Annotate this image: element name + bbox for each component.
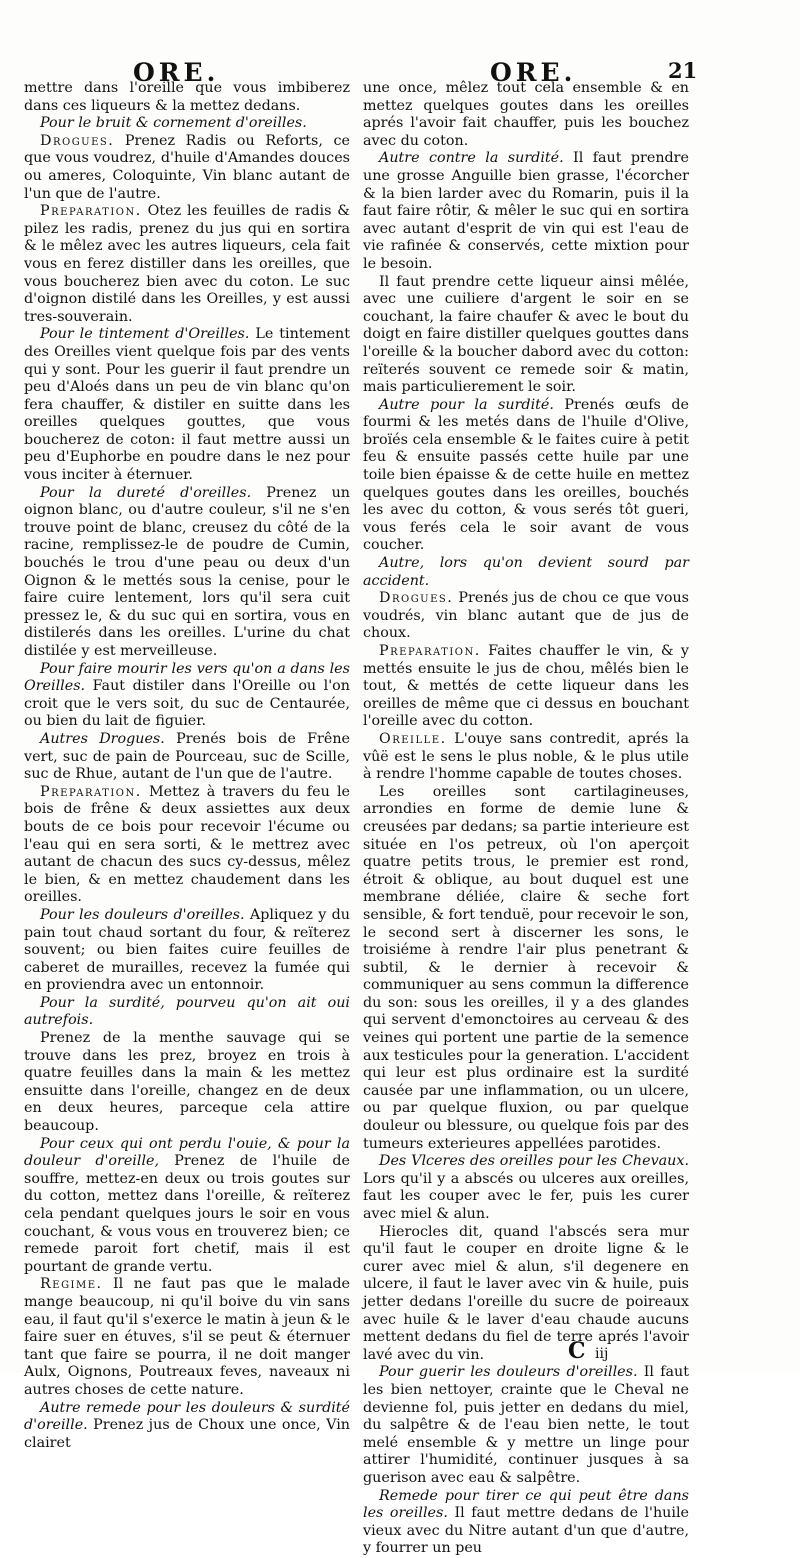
- italic-lead: Des Vlceres des oreilles pour les Chevaux.: [379, 1153, 689, 1170]
- body-text: Apliquez y du pain tout chaud sortant du four, & reïterez souvent; ou bien faites cuire feuilles de caberet de murailles, recevez la fumée qui en proviendra avec un entonnoir.: [24, 906, 351, 994]
- signature-sub: iij: [595, 1346, 609, 1362]
- paragraph: [363, 590, 689, 643]
- body-text: Prenez un oignon blanc, ou d'autre couleur, s'il ne s'en trouve point de blanc, creusez du côté de la racine, remplissez-le de poudre de Cumin, bouchés le trou d'une peau ou deux d'un Oignon & le mettés sous la cenise, pour le faire cuire lentement, lors qu'il sera cuit pressez le, & du suc qui en sortira, vous en distilerés dans les oreilles. L'urine du chat distilée y est merveilleuse.: [24, 484, 350, 659]
- lead-term: Preparation.: [379, 643, 481, 659]
- italic-lead: Autre contre la surdité.: [379, 150, 564, 167]
- heading-text: Autre, lors qu'on devient sourd par accident.: [363, 555, 689, 589]
- body-text: Les oreilles sont cartilagineuses, arrondies en forme de demie lune & creusées par dedans; sa partie interieure est située en l'os petreux, où l'on aperçoit quatre petits trous, le premier est rond, étroit & oblique, au bout duquel est une membrane déliée, claire & seche fort sensible, & fort tenduë, pour recevoir le son, le second sert à discerner les sons, le troisiéme à rendre l'air plus penetrant & subtil, & le dernier à recevoir & communiquer au sens commun la difference du son: sous les oreilles, il y a des glandes qui servent d'emonctoires au cerveau & des veines qui portent une partie de la semence aux testicules pour la generation. L'accident qui leur est plus ordinaire est la surdité causée par une inflammation, ou un ulcere, ou par quelque fluxion, ou par quelque douleur ou blessure, ou quelque fois par des tumeurs exterieures appellées parotides.: [363, 783, 689, 1152]
- italic-lead: Pour les douleurs d'oreilles.: [40, 906, 245, 923]
- paragraph: [363, 1488, 689, 1558]
- paragraph: [24, 1400, 350, 1453]
- paragraph: [24, 80, 350, 115]
- body-text: Faut distiler dans l'Oreille ou l'on croit que le vers soit, du suc de Centaurée, ou bien du lait de figuier.: [24, 678, 350, 730]
- body-text: Prenez jus de Choux une once, Vin clairet: [24, 1417, 350, 1451]
- paragraph: [24, 661, 350, 731]
- body-text: Lors qu'il y a abscés ou ulceres aux oreilles, faut les couper avec le fer, puis les curer avec miel & alun.: [363, 1170, 689, 1222]
- heading-text: Pour le bruit & cornement d'oreilles.: [40, 115, 307, 132]
- paragraph: [363, 397, 689, 555]
- paragraph: [363, 784, 689, 1153]
- left-column: [24, 80, 350, 1452]
- paragraph: [24, 203, 350, 326]
- body-text: une once, mêlez tout cela ensemble & en mettez quelques goutes dans les oreilles aprés l'avoir fait chauffer, puis les bouchez avec du coton.: [363, 80, 689, 149]
- lead-term: Preparation.: [40, 783, 142, 800]
- body-text: Prenez Radis ou Reforts, ce que vous voudrez, d'huile d'Amandes douces ou ameres, Coloquinte, Vin blanc autant de l'un que de l'autre.: [24, 132, 350, 202]
- signature-mark: C: [568, 1338, 586, 1364]
- italic-lead: Pour le tintement d'Oreilles.: [40, 326, 250, 343]
- paragraph: [24, 784, 350, 907]
- paragraph: [363, 274, 689, 397]
- body-text: Prenés jus de chou ce que vous voudrés, vin blanc autant que de jus de choux.: [363, 590, 689, 642]
- section-heading: [24, 995, 350, 1030]
- italic-lead: Autres Drogues.: [40, 730, 165, 747]
- paragraph: [363, 1153, 689, 1223]
- section-heading: [363, 555, 689, 590]
- page-number: 21: [668, 58, 698, 83]
- body-text: Il faut mettre dedans de l'huile vieux avec du Nitre autant d'un que d'autre, y fourrer un peu: [363, 1505, 689, 1557]
- running-head-right: ORE.: [490, 58, 577, 87]
- italic-lead: Remede pour tirer ce qui peut être dans les oreilles.: [363, 1487, 689, 1522]
- paragraph: [363, 150, 689, 273]
- paragraph: [24, 1136, 350, 1277]
- lead-term: Regime.: [40, 1276, 103, 1293]
- body-text: Il faut les bien nettoyer, crainte que le Cheval ne devienne fol, puis jetter en dedans du miel, du salpêtre & de l'eau bien nette, le tout melé ensemble & y mettre un linge pour attirer l'humidité, continuer jusques à sa guerison avec eau & salpêtre.: [363, 1364, 690, 1486]
- paragraph: [363, 643, 689, 731]
- italic-lead: Pour ceux qui ont perdu l'ouie, & pour la douleur d'oreille,: [24, 1135, 350, 1170]
- paragraph: [24, 731, 350, 784]
- body-text: Il faut prendre une grosse Anguille bien grasse, l'écorcher & la bien larder avec du Romarin, puis il la faut faire rôtir, & mêler le suc qui en sortira avec autant d'esprit de vin qui est l'eau de vie rafinée & conservés, cette mixtion pour le besoin.: [363, 150, 689, 272]
- paragraph: [24, 485, 350, 661]
- section-heading: [24, 115, 350, 133]
- paragraph: [363, 1364, 689, 1487]
- lead-term: Preparation.: [40, 203, 142, 220]
- paragraph: [24, 133, 350, 203]
- italic-lead: Autre pour la surdité.: [379, 396, 554, 413]
- body-text: L'ouye sans contredit, aprés la vûë est le sens le plus noble, & le plus utile à rendre l'homme capable de toutes choses.: [363, 730, 689, 783]
- lead-term: Drogues.: [379, 590, 454, 607]
- body-text: Hierocles dit, quand l'abscés sera mur qu'il faut le couper en droite ligne & le curer avec miel & alun, s'il degenere en ulcere, il faut le laver avec vin & huile, puis jetter dedans l'oreille du sucre de poireaux avec huile & le laver d'eau chaude aucuns mettent dedans du fiel de terre aprés l'avoir lavé avec du vin.: [363, 1223, 689, 1363]
- paragraph: [24, 1276, 350, 1399]
- right-column: [363, 80, 689, 1558]
- heading-text: Pour la surdité, pourveu qu'on ait oui autrefois.: [24, 994, 350, 1029]
- body-text: Prenez de l'huile de souffre, mettez-en deux ou trois goutes sur du cotton, mettez dans l'oreille, & reïterez cela pendant quelques jours le soir en vous couchant, & vous vous en trouverez bien; ce remede paroit fort chetif, mais il est pourtant de grande vertu.: [24, 1153, 351, 1275]
- running-head-left: ORE.: [133, 58, 220, 87]
- body-text: Prenez de la menthe sauvage qui se trouve dans les prez, broyez en trois à quatre feuilles dans la main & les mettez ensuitte dans l'oreille, changez en de deux en deux heures, parceque cela attire beaucoup.: [24, 1030, 350, 1135]
- body-text: mettre dans l'oreille que vous imbiberez dans ces liqueurs & la mettez dedans.: [24, 80, 350, 114]
- body-text: Le tintement des Oreilles vient quelque fois par des vents qui y sont. Pour les guerir il faut prendre un peu d'Aloés dans un peu de vin blanc qu'on fera chauffer, & distiler en suitte dans les oreilles quelques gouttes, que vous boucherez de coton: il faut mettre aussi un peu d'Euphorbe en poudre dans le nez pour vous inciter à éternuer.: [24, 326, 350, 484]
- body-text: Il ne faut pas que le malade mange beaucoup, ni qu'il boive du vin sans eau, il faut qu'il s'exerce le matin à jeun & le faire suer en étuves, s'il se peut & éternuer tant que faire se pourra, il ne doit manger Aulx, Oignons, Poutreaux feves, naveaux ni autres choses de cette nature.: [24, 1276, 350, 1398]
- body-text: Otez les feuilles de radis & pilez les radis, prenez du jus qui en sortira & le mêlez avec les autres liqueurs, cela fait vous en ferez distiller dans les oreilles, que vous boucherez bien avec du coton. Le suc d'oignon distilé dans les Oreilles, y est aussi tres-souverain.: [24, 203, 350, 325]
- italic-lead: Pour faire mourir les vers qu'on a dans les Oreilles.: [24, 660, 350, 695]
- body-text: Prenés bois de Frêne vert, suc de pain de Pourceau, suc de Scille, suc de Rhue, autant de l'un que de l'autre.: [24, 730, 350, 783]
- lead-term: Drogues.: [40, 132, 115, 149]
- lead-term: Oreille.: [379, 730, 447, 747]
- paragraph: [363, 80, 689, 150]
- paragraph: [24, 326, 350, 484]
- body-text: Prenés œufs de fourmi & les metés dans de l'huile d'Olive, broïés cela ensemble & le faites cuire à petit feu & ensuite passés cette huile par une toile bien épaisse & de cette huile en mettez quelques goutes dans les oreilles, bouchés les avec du cotton, & vous serés tôt gueri, vous ferés cela le soir avant de vous coucher.: [363, 396, 689, 554]
- italic-lead: Pour guerir les douleurs d'oreilles.: [379, 1364, 638, 1381]
- body-text: Il faut prendre cette liqueur ainsi mêlée, avec une cuiliere d'argent le soir en se couchant, la faire chaufer & avec le bout du doigt en faire distiller quelques gouttes dans l'oreille & la boucher dabord avec du cotton: reïterés souvent ce remede soir & matin, mais particulierement le soir.: [363, 273, 689, 396]
- paragraph: [24, 1030, 350, 1136]
- body-text: Faites chauffer le vin, & y mettés ensuite le jus de chou, mêlés bien le tout, & mettés de cette liqueur dans les oreilles de même que ci dessus en bouchant l'oreille avec du cotton.: [363, 643, 689, 730]
- paragraph: [24, 907, 350, 995]
- body-text: Mettez à travers du feu le bois de frêne & deux assiettes aux deux bouts de ce bois pour recevoir l'écume ou l'eau qui en sera sorti, & le mettrez avec autant de chacun des sucs cy-dessus, mêlez le bien, & en mettez chaudement dans les oreilles.: [24, 783, 350, 906]
- italic-lead: Pour la dureté d'oreilles.: [40, 484, 252, 501]
- paragraph: [363, 731, 689, 784]
- paragraph: [363, 1224, 689, 1365]
- italic-lead: Autre remede pour les douleurs & surdité d'oreille.: [24, 1399, 350, 1434]
